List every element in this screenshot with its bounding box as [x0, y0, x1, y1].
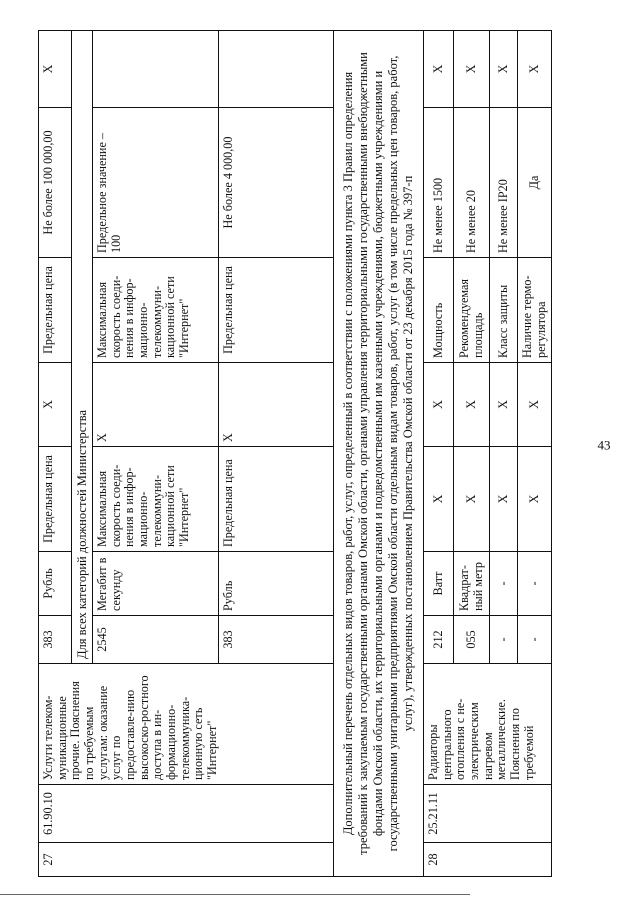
value-cell: Х	[518, 31, 552, 108]
table-row	[334, 31, 424, 877]
value-cell: Х	[39, 31, 72, 108]
okpd-code: 25.21.11	[424, 785, 552, 843]
row-number: 28	[424, 843, 552, 877]
value-cell	[219, 31, 334, 108]
value-cell: Х	[219, 363, 334, 447]
value-cell: Х	[39, 363, 72, 447]
characteristic: Максимальная скорость соеди-нения в инфор-мационно-телекоммуни-кационной сети "Интернет"	[93, 258, 219, 363]
characteristic: Мощность	[424, 258, 454, 363]
characteristic: Класс защиты	[490, 258, 518, 363]
okei-code: -	[490, 616, 518, 664]
okpd-code: 61.90.10	[39, 785, 334, 843]
additional-list-paragraph: Дополнительный перечень отдельных видов товаров, работ, услуг, определенный в соответствии с положениями пункта 3 Правил определения требований к закупаемым государственными органами Омской области, органами управления территориальными государственными внебюджетными фондами Омской области, их территориальными органами и подведомственными им казенными учреждениями, бюджетными учреждениями и государственными унитарными предприятиями Омской области отдельным видам товаров, работ, услуг (в том числе предельных цен товаров, работ, услуг), утвержденных постановлением Правительства Омской области от 23 декабря 2015 года № 397-п	[334, 31, 424, 877]
unit-name: -	[490, 552, 518, 616]
value-cell: Предельное значение – 100	[93, 108, 219, 258]
item-name: Услуги телеком-муникационные прочие. Пояснения по требуемым услугам: оказание услуг по предоставле-нию высокоско-ростного доступа в ин-формационно-телекоммуника-ционную сеть "Интернет"	[39, 664, 334, 785]
okei-code: 383	[219, 616, 334, 664]
characteristic: Х	[454, 447, 490, 552]
characteristic: Х	[424, 447, 454, 552]
value-cell: Не менее 20	[454, 108, 490, 258]
unit-name: Мегабит в секунду	[93, 552, 219, 616]
value-cell: Х	[454, 363, 490, 447]
unit-name: Рубль	[219, 552, 334, 616]
unit-name: Квадрат-ный метр	[454, 552, 490, 616]
bottom-rule	[0, 894, 470, 895]
value-cell: Х	[424, 363, 454, 447]
value-cell: Не менее IP20	[490, 108, 518, 258]
okei-code: 383	[39, 616, 72, 664]
okei-code: 055	[454, 616, 490, 664]
value-cell: Х	[490, 363, 518, 447]
item-name: Радиаторы центрального отопления с не-электрическим нагревом металлические. Пояснения по требуемой	[424, 664, 552, 785]
requirements-table	[38, 30, 552, 877]
value-cell: Х	[490, 31, 518, 108]
value-cell	[93, 31, 219, 108]
category-span: Для всех категорий должностей Министерства	[72, 31, 93, 664]
characteristic: Предельная цена	[219, 258, 334, 363]
unit-name: Ватт	[424, 552, 454, 616]
value-cell: Х	[454, 31, 490, 108]
characteristic: Предельная цена	[39, 258, 72, 363]
value-cell: Не более 4 000,00	[219, 108, 334, 258]
value-cell: Не менее 1500	[424, 108, 454, 258]
characteristic: Максимальная скорость соеди-нения в инфор-мационно-телекоммуни-кационной сети "Интернет"	[93, 447, 219, 552]
value-cell: Х	[518, 363, 552, 447]
characteristic: Предельная цена	[39, 447, 72, 552]
unit-name: -	[518, 552, 552, 616]
characteristic: Х	[490, 447, 518, 552]
table-row	[39, 31, 72, 877]
page-number: 43	[597, 437, 611, 453]
characteristic: Рекомендуемая площадь	[454, 258, 490, 363]
value-cell: Х	[424, 31, 454, 108]
value-cell: Да	[518, 108, 552, 258]
unit-name: Рубль	[39, 552, 72, 616]
okei-code: 2545	[93, 616, 219, 664]
value-cell: Х	[93, 363, 219, 447]
characteristic: Предельная цена	[219, 447, 334, 552]
value-cell: Не более 100 000,00	[39, 108, 72, 258]
okei-code: 212	[424, 616, 454, 664]
table-row	[424, 31, 454, 877]
okei-code: -	[518, 616, 552, 664]
characteristic: Х	[518, 447, 552, 552]
characteristic: Наличие термо-регулятора	[518, 258, 552, 363]
row-number: 27	[39, 843, 334, 877]
